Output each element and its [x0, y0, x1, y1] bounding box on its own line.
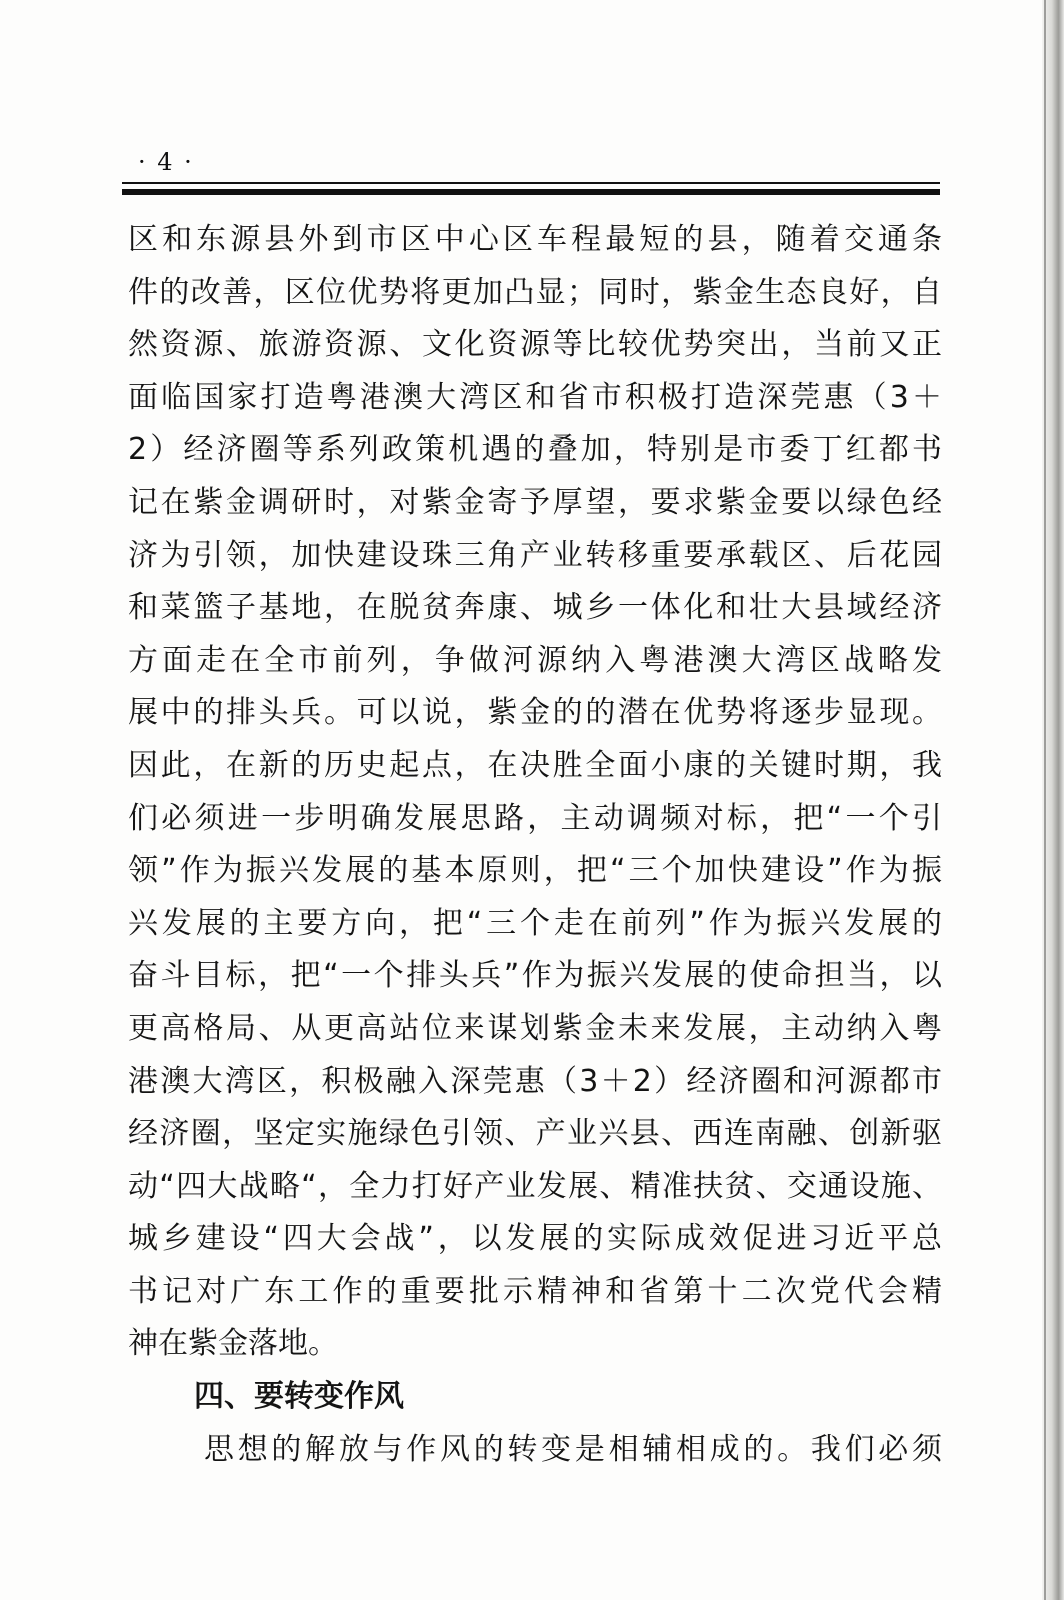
text-line: 更高格局、从更高站位来谋划紫金未来发展，主动纳入粤	[128, 1010, 942, 1046]
header-rule-thick	[122, 189, 940, 195]
text-line: 领”作为振兴发展的基本原则，把“三个加快建设”作为振	[128, 853, 942, 889]
text-line: 奋斗目标，把“一个排头兵”作为振兴发展的使命担当，以	[128, 958, 942, 994]
page-number: · 4 ·	[138, 148, 194, 176]
header-rule-thin	[122, 182, 940, 184]
text-line: 神在紫金落地。	[128, 1326, 338, 1362]
text-line: 面临国家打造粤港澳大湾区和省市积极打造深莞惠（3＋	[128, 379, 942, 415]
text-line: 因此，在新的历史起点，在决胜全面小康的关键时期，我	[128, 747, 942, 783]
text-line: 动“四大战略“，全力打好产业发展、精准扶贫、交通设施、	[128, 1168, 942, 1204]
body-text	[128, 214, 942, 1476]
text-line: 书记对广东工作的重要批示精神和省第十二次党代会精	[128, 1273, 942, 1309]
text-line: 方面走在全市前列，争做河源纳入粤港澳大湾区战略发	[128, 642, 942, 678]
text-line: 城乡建设“四大会战”，以发展的实际成效促进习近平总	[128, 1221, 942, 1257]
page-edge-line	[1044, 0, 1046, 1600]
text-line: 然资源、旅游资源、文化资源等比较优势突出，当前又正	[128, 327, 942, 363]
paragraph-first-line: 思想的解放与作风的转变是相辅相成的。我们必须	[204, 1431, 942, 1467]
text-line: 件的改善，区位优势将更加凸显；同时，紫金生态良好，自	[128, 274, 942, 310]
section-heading: 四、要转变作风	[194, 1379, 404, 1415]
text-line: 和菜篮子基地，在脱贫奔康、城乡一体化和壮大县域经济	[128, 590, 942, 626]
text-line: 展中的排头兵。可以说，紫金的的潜在优势将逐步显现。	[128, 695, 942, 731]
text-line: 经济圈，坚定实施绿色引领、产业兴县、西连南融、创新驱	[128, 1116, 942, 1152]
text-line: 港澳大湾区，积极融入深莞惠（3＋2）经济圈和河源都市	[128, 1063, 942, 1099]
text-line: 区和东源县外到市区中心区车程最短的县，随着交通条	[128, 222, 942, 257]
text-line: 记在紫金调研时，对紫金寄予厚望，要求紫金要以绿色经	[128, 484, 942, 520]
text-line: 兴发展的主要方向，把“三个走在前列”作为振兴发展的	[128, 905, 942, 941]
text-line: 们必须进一步明确发展思路，主动调频对标，把“一个引	[128, 800, 942, 836]
text-line: 2）经济圈等系列政策机遇的叠加，特别是市委丁红都书	[128, 432, 942, 468]
text-line: 济为引领，加快建设珠三角产业转移重要承载区、后花园	[128, 537, 942, 573]
